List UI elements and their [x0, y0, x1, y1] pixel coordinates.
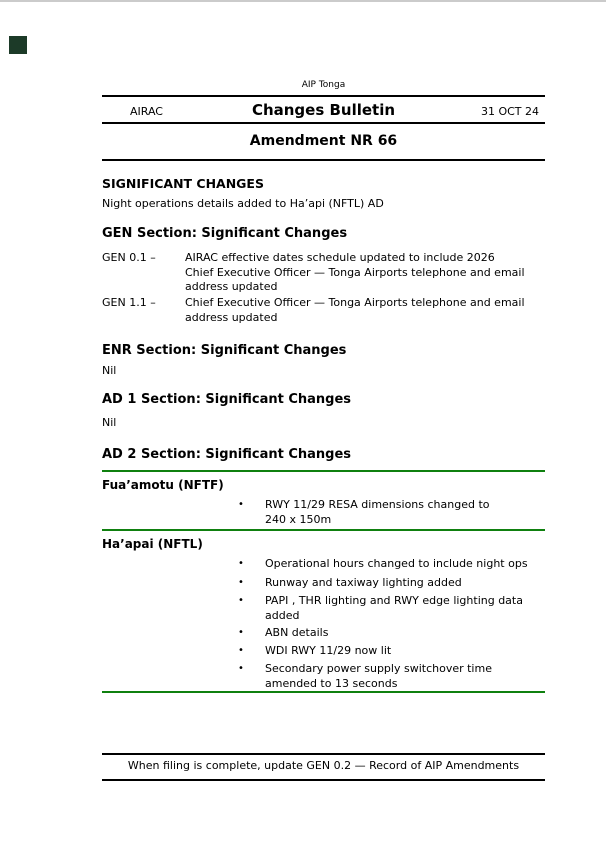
gen-entry-label: GEN 1.1 –	[102, 296, 156, 309]
header-rule-bottom	[102, 159, 545, 161]
amendment-title: Amendment NR 66	[249, 133, 398, 149]
ad2-section-heading: AD 2 Section: Significant Changes	[102, 447, 352, 462]
change-bullet-line: Secondary power supply switchover time	[265, 662, 492, 675]
enr-section-heading: ENR Section: Significant Changes	[102, 343, 347, 358]
gen-section-heading: GEN Section: Significant Changes	[102, 226, 348, 241]
header-rule-top	[102, 95, 545, 97]
significant-changes-heading: SIGNIFICANT CHANGES	[102, 176, 264, 191]
gen-entry-text-line: address updated	[185, 280, 278, 293]
bullet-icon: •	[238, 663, 244, 674]
change-bullet-line: Operational hours changed to include night ops	[265, 557, 528, 570]
bullet-icon: •	[238, 627, 244, 638]
corner-marker-square	[9, 36, 27, 54]
footer-note: When filing is complete, update GEN 0.2 — Record of AIP Amendments	[127, 759, 520, 772]
bullet-icon: •	[238, 558, 244, 569]
gen-entry-label: GEN 0.1 –	[102, 251, 156, 264]
gen-entry-text-line: AIRAC effective dates schedule updated to include 2026	[185, 251, 495, 264]
change-bullet-line: WDI RWY 11/29 now lit	[265, 644, 392, 657]
change-bullet-line: RWY 11/29 RESA dimensions changed to	[265, 498, 490, 511]
footer-rule-top	[102, 753, 545, 755]
ad1-section-heading: AD 1 Section: Significant Changes	[102, 392, 352, 407]
bullet-icon: •	[238, 499, 244, 510]
change-bullet-line: ABN details	[265, 626, 329, 639]
page-title: Changes Bulletin	[251, 101, 396, 119]
ad1-section-value: Nil	[102, 416, 117, 429]
ad2-divider-rule	[102, 470, 545, 472]
change-bullet-line: PAPI , THR lighting and RWY edge lighting data	[265, 594, 523, 607]
change-bullet-line: Runway and taxiway lighting added	[265, 576, 462, 589]
change-bullet-line: amended to 13 seconds	[265, 677, 398, 690]
document-content	[102, 0, 545, 857]
change-bullet-line: added	[265, 609, 300, 622]
ad2-divider-rule	[102, 691, 545, 693]
aerodrome-name-fuaamotu: Fua’amotu (NFTF)	[102, 478, 224, 492]
ad2-divider-rule	[102, 529, 545, 531]
header-rule-middle	[102, 122, 545, 124]
bullet-icon: •	[238, 645, 244, 656]
footer-rule-bottom	[102, 779, 545, 781]
gen-entry-text-line: Chief Executive Officer — Tonga Airports telephone and email	[185, 296, 525, 309]
gen-entry-text-line: address updated	[185, 310, 278, 324]
document-brand: AIP Tonga	[301, 80, 346, 90]
bullet-icon: •	[238, 577, 244, 588]
enr-section-value: Nil	[102, 364, 117, 377]
header-airac-label: AIRAC	[130, 105, 163, 118]
bullet-icon: •	[238, 595, 244, 606]
header-date: 31 OCT 24	[480, 105, 539, 118]
aerodrome-name-haapai: Ha’apai (NFTL)	[102, 537, 203, 551]
change-bullet-line: 240 x 150m	[265, 513, 332, 526]
gen-entry-text-line: Chief Executive Officer — Tonga Airports telephone and email	[185, 265, 525, 279]
significant-changes-summary: Night operations details added to Ha’api (NFTL) AD	[102, 197, 384, 210]
